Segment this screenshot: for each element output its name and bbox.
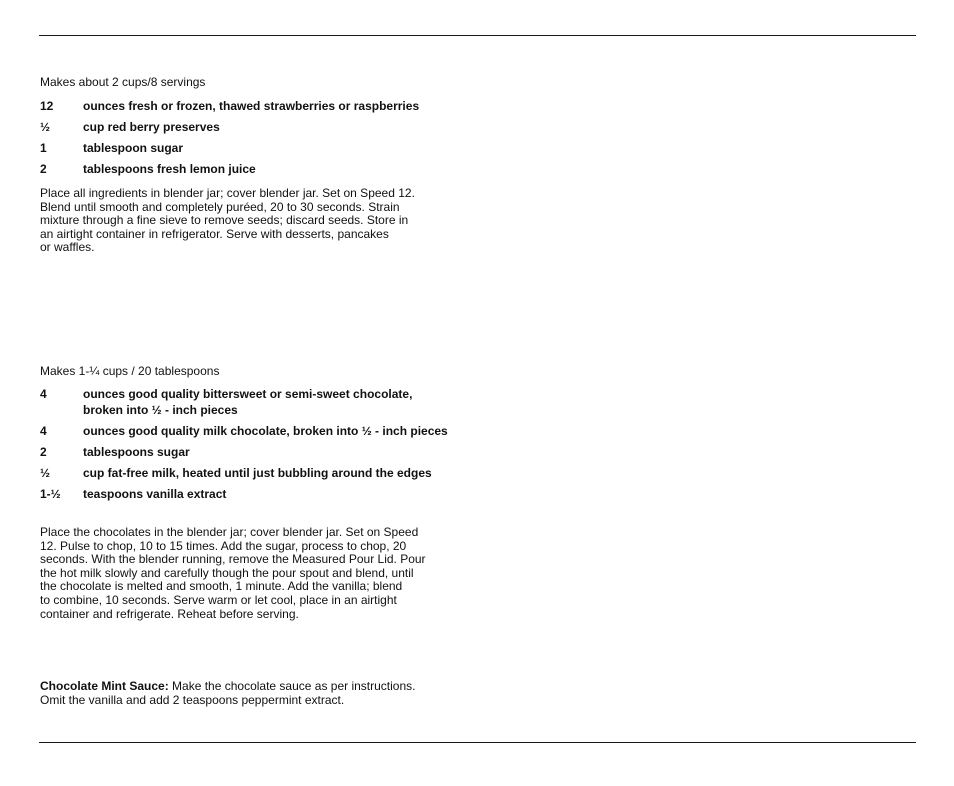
- ingredient-desc: ounces good quality milk chocolate, broken into ½ - inch pieces: [83, 424, 448, 438]
- recipe1-yield: Makes about 2 cups/8 servings: [40, 75, 206, 89]
- ingredient-desc: cup red berry preserves: [83, 120, 220, 134]
- ingredient-row: [40, 119, 480, 135]
- bottom-divider: [39, 742, 916, 743]
- ingredient-row: [40, 465, 480, 481]
- ingredient-row: [40, 140, 480, 156]
- ingredient-desc: cup fat-free milk, heated until just bubbling around the edges: [83, 466, 432, 480]
- ingredient-row: [40, 161, 480, 177]
- ingredient-desc: tablespoons fresh lemon juice: [83, 162, 256, 176]
- ingredient-row: [40, 98, 480, 114]
- ingredient-qty: 1-½: [40, 487, 61, 501]
- ingredient-qty: ½: [40, 120, 51, 134]
- recipe2-directions: Place the chocolates in the blender jar; cover blender jar. Set on Speed 12. Pulse to chop, 10 to 15 times. Add the sugar, process to chop, 20 seconds. With the blender running, remove the Measured Pour Lid. Pour the hot milk slowly and carefully though the pour spout and blend, until the chocolate is melted and smooth, 1 minute. Add the vanilla; blend to combine, 10 seconds. Serve warm or let cool, place in an airtight container and refrigerate. Reheat before serving.: [40, 525, 426, 621]
- ingredient-desc: ounces fresh or frozen, thawed strawberries or raspberries: [83, 99, 420, 113]
- ingredient-qty: 4: [40, 424, 47, 438]
- top-divider: [39, 35, 916, 36]
- variation-note: [40, 680, 480, 707]
- ingredient-qty: 4: [40, 387, 47, 401]
- ingredient-desc: ounces good quality bittersweet or semi-sweet chocolate, broken into ½ - inch pieces: [83, 387, 413, 417]
- ingredient-qty: 2: [40, 445, 47, 459]
- ingredient-row: [40, 386, 480, 418]
- ingredient-qty: 2: [40, 162, 47, 176]
- recipe2-ingredient-list: [40, 386, 480, 507]
- ingredient-row: [40, 444, 480, 460]
- ingredient-desc: tablespoons sugar: [83, 445, 190, 459]
- ingredient-qty: 12: [40, 99, 54, 113]
- recipe1-ingredient-list: [40, 98, 480, 182]
- ingredient-desc: tablespoon sugar: [83, 141, 184, 155]
- ingredient-qty: 1: [40, 141, 47, 155]
- variation-title: Chocolate Mint Sauce:: [40, 679, 169, 693]
- ingredient-row: [40, 423, 480, 439]
- recipe1-directions: Place all ingredients in blender jar; cover blender jar. Set on Speed 12. Blend until smooth and completely puréed, 20 to 30 seconds. Strain mixture through a fine sieve to remove seeds; discard seeds. Store in an airtight container in refrigerator. Serve with desserts, pancakes or waffles.: [40, 186, 415, 255]
- ingredient-desc: teaspoons vanilla extract: [83, 487, 227, 501]
- ingredient-qty: ½: [40, 466, 51, 480]
- recipe2-yield: Makes 1-¼ cups / 20 tablespoons: [40, 364, 220, 378]
- variation-text: Make the chocolate sauce as per instructions. Omit the vanilla and add 2 teaspoons peppermint extract.: [40, 679, 416, 707]
- ingredient-row: [40, 486, 480, 502]
